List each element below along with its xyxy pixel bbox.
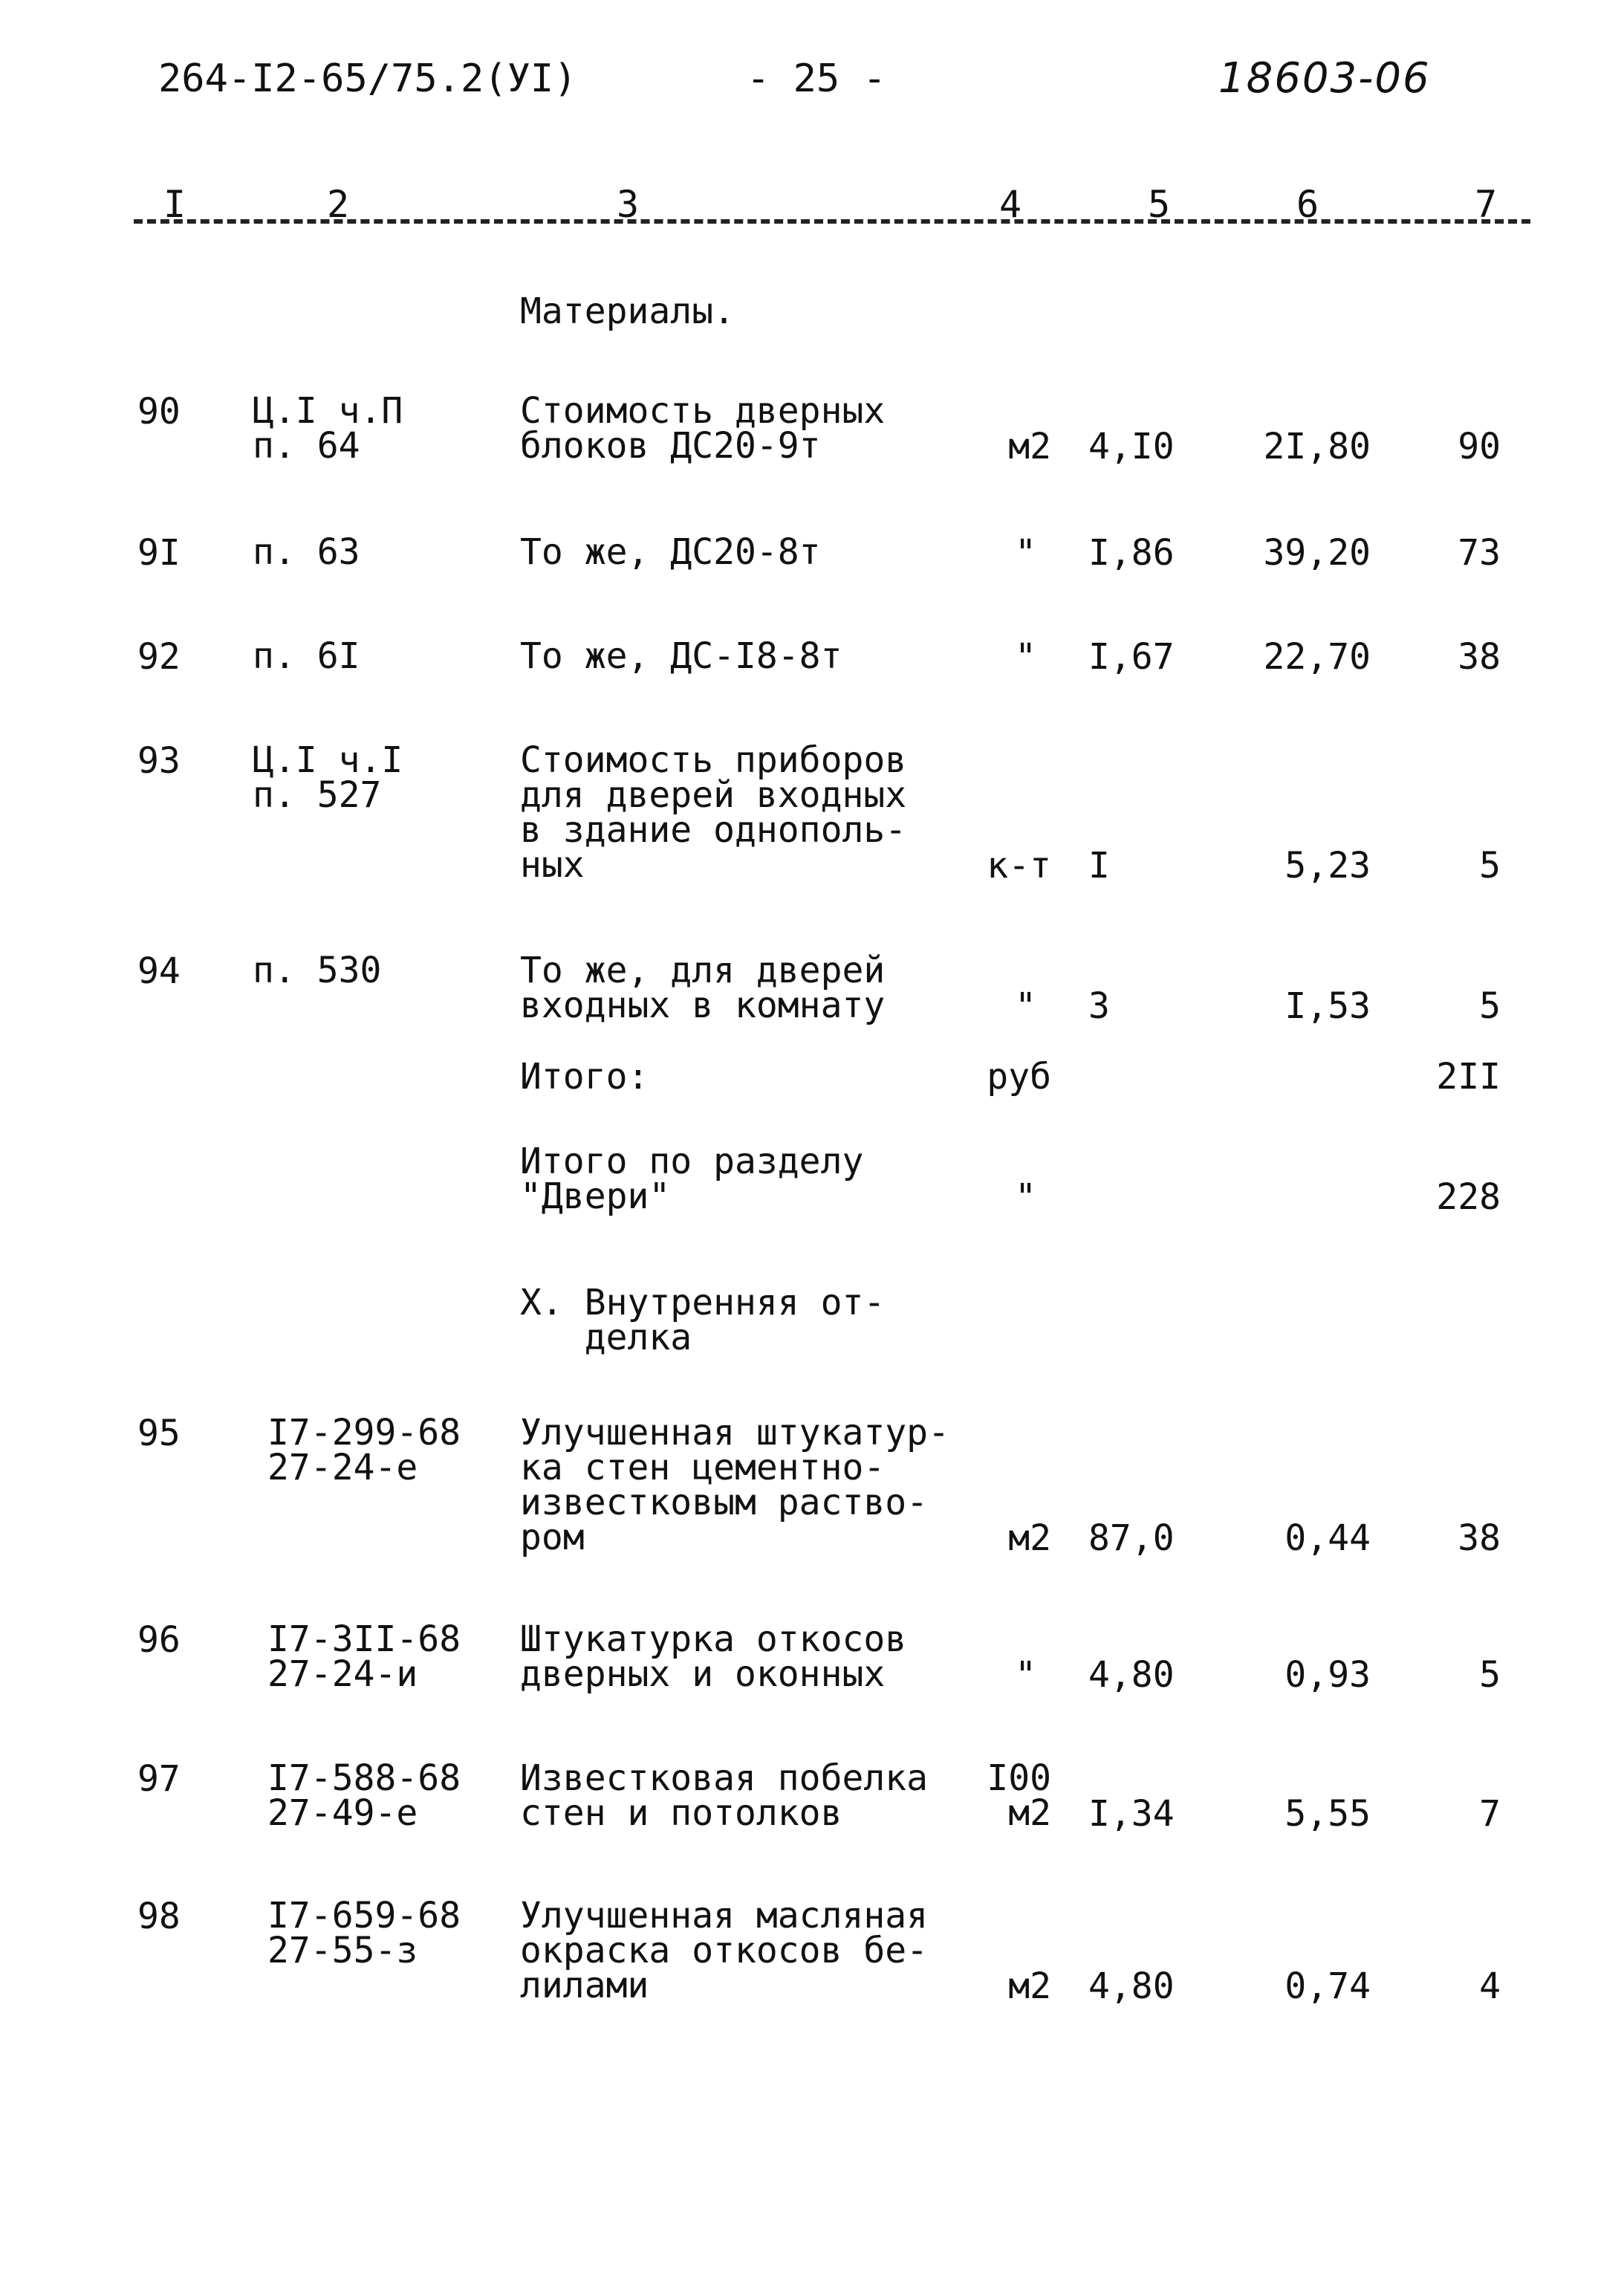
row-code: I7-3II-68 27-24-и — [267, 1618, 461, 1695]
row-quantity: 4,I0 — [1088, 426, 1175, 467]
row-unit: м2 — [1008, 1517, 1051, 1559]
row-number: 96 — [137, 1619, 181, 1661]
column-number-5: 5 — [1148, 183, 1171, 226]
page-number: - 25 - — [747, 56, 886, 101]
row-number: 95 — [137, 1413, 181, 1454]
row-price: 39,20 — [1263, 532, 1371, 574]
row-number: 94 — [137, 950, 181, 992]
row-unit: м2 — [1008, 426, 1051, 467]
row-code: I7-588-68 27-49-е — [267, 1757, 461, 1834]
row-number: 9I — [137, 532, 181, 574]
row-description: Стоимость дверных блоков ДС20-9т — [520, 390, 886, 467]
row-description: Улучшенная штукатур- ка стен цементно- известковым раство- ром — [520, 1412, 949, 1558]
row-number: 98 — [137, 1896, 181, 1937]
row-price: 5,55 — [1284, 1793, 1371, 1835]
row-quantity: I,34 — [1088, 1793, 1175, 1835]
row-unit: " — [1015, 1654, 1036, 1696]
row-number: 97 — [137, 1758, 181, 1800]
row-description: Штукатурка откосов дверных и оконных — [520, 1618, 907, 1695]
row-code: п. 63 — [253, 531, 360, 573]
row-price: 0,93 — [1284, 1654, 1371, 1696]
row-code: Ц.I ч.П п. 64 — [253, 390, 403, 467]
subtotal-unit: руб — [987, 1056, 1051, 1098]
document-code: 264-I2-65/75.2(УI) — [158, 56, 577, 101]
subtotal-label: Итого: — [520, 1056, 649, 1098]
row-quantity: I — [1088, 845, 1110, 886]
row-quantity: I,86 — [1088, 532, 1175, 574]
row-unit: " — [1015, 636, 1036, 678]
handwritten-number: 18603-06 — [1218, 54, 1431, 103]
row-price: 0,74 — [1284, 1965, 1371, 2007]
row-code: п. 530 — [253, 950, 382, 991]
row-quantity: 4,80 — [1088, 1654, 1175, 1696]
row-price: 2I,80 — [1263, 426, 1371, 467]
subtotal-total: 2II — [1436, 1056, 1501, 1098]
row-number: 90 — [137, 391, 181, 432]
row-code: I7-299-68 27-24-е — [267, 1412, 461, 1488]
row-quantity: 3 — [1088, 985, 1110, 1027]
column-number-3: 3 — [617, 183, 640, 226]
row-total: 5 — [1479, 1654, 1501, 1696]
section-total-total: 228 — [1436, 1176, 1501, 1218]
row-unit: к-т — [987, 845, 1051, 886]
row-price: I,53 — [1284, 985, 1371, 1027]
row-total: 5 — [1479, 845, 1501, 886]
section-heading-materials: Материалы. — [520, 291, 735, 332]
section-total-unit: " — [1015, 1176, 1036, 1218]
row-quantity: I,67 — [1088, 636, 1175, 678]
row-total: 73 — [1458, 532, 1501, 574]
row-description: То же, для дверей входных в комнату — [520, 950, 886, 1026]
row-unit: I00 м2 — [987, 1757, 1051, 1834]
row-total: 7 — [1479, 1793, 1501, 1835]
row-total: 38 — [1458, 1517, 1501, 1559]
column-number-7: 7 — [1475, 183, 1498, 226]
row-number: 93 — [137, 740, 181, 782]
row-code: п. 6I — [253, 635, 360, 677]
column-number-1: I — [163, 183, 186, 226]
row-price: 0,44 — [1284, 1517, 1371, 1559]
row-total: 38 — [1458, 636, 1501, 678]
row-quantity: 87,0 — [1088, 1517, 1175, 1559]
row-description: Улучшенная масляная окраска откосов бе- лилами — [520, 1895, 929, 2006]
row-total: 90 — [1458, 426, 1501, 467]
row-price: 22,70 — [1263, 636, 1371, 678]
row-unit: " — [1015, 985, 1036, 1027]
row-unit: " — [1015, 532, 1036, 574]
row-unit: м2 — [1008, 1965, 1051, 2007]
row-quantity: 4,80 — [1088, 1965, 1175, 2007]
row-number: 92 — [137, 636, 181, 678]
row-code: I7-659-68 27-55-з — [267, 1895, 461, 1971]
row-total: 5 — [1479, 985, 1501, 1027]
section-heading-interior-finishing: X. Внутренняя от- делка — [520, 1282, 886, 1358]
row-description: Стоимость приборов для дверей входных в здание однополь- ных — [520, 739, 907, 886]
row-description: Известковая побелка стен и потолков — [520, 1757, 929, 1834]
section-total-label: Итого по разделу "Двери" — [520, 1141, 864, 1217]
row-description: То же, ДС-I8-8т — [520, 635, 842, 677]
column-number-4: 4 — [999, 183, 1022, 226]
column-number-6: 6 — [1296, 183, 1319, 226]
column-number-2: 2 — [327, 183, 350, 226]
row-description: То же, ДС20-8т — [520, 531, 821, 573]
row-price: 5,23 — [1284, 845, 1371, 886]
row-code: Ц.I ч.I п. 527 — [253, 739, 403, 816]
row-total: 4 — [1479, 1965, 1501, 2007]
header-dashed-rule — [134, 219, 1530, 224]
